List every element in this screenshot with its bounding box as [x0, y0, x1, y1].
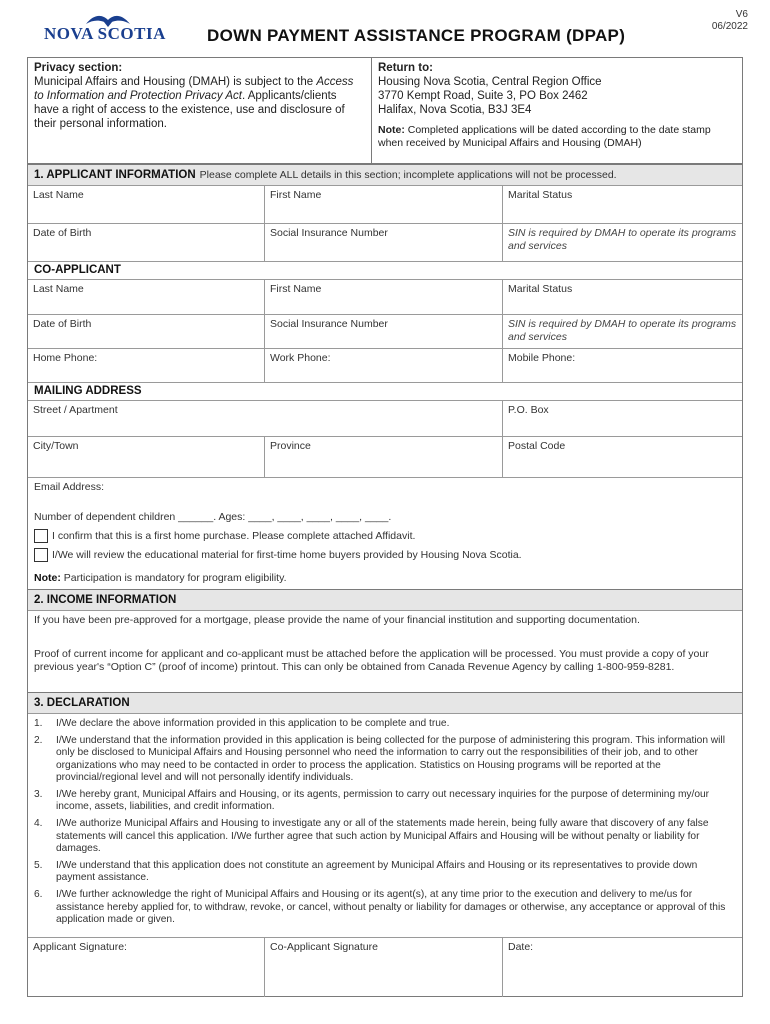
- income-preapproval-text: If you have been pre-approved for a mortgage, please provide the name of your financial institution and supporting documentation.: [34, 614, 640, 626]
- mailing-address-heading: MAILING ADDRESS: [34, 385, 142, 397]
- logo-wordmark: NOVA SCOTIA: [44, 24, 166, 43]
- return-address-line-3: Halifax, Nova Scotia, B3J 3E4: [378, 104, 532, 116]
- return-address-line-1: Housing Nova Scotia, Central Region Office: [378, 76, 602, 88]
- section-declaration-header: 3. DECLARATION: [28, 692, 742, 714]
- declaration-item: 4. I/We authorize Municipal Affairs and Housing to investigate any or all of the statements made herein, being fully aware that discovery of any false statements will cancel this application. I/We further agree that such action by Municipal Affairs and Housing will be without penalty or liability for damages.: [34, 818, 709, 854]
- version-date: 06/2022: [711, 21, 748, 32]
- home-phone-field[interactable]: Home Phone:: [33, 352, 98, 364]
- dependent-children-field[interactable]: Number of dependent children ______. Ages: ____, ____, ____, ____, ____.: [34, 511, 392, 523]
- coapplicant-sin-note: SIN is required by DMAH to operate its programs and services: [502, 315, 742, 348]
- first-home-confirmation: [34, 529, 415, 543]
- applicant-last-name-field[interactable]: Last Name: [33, 189, 84, 201]
- po-box-field[interactable]: P.O. Box: [502, 401, 742, 436]
- return-note: Note: Completed applications will be dated according to the date stamp when received by Municipal Affairs and Housing (DMAH): [378, 124, 711, 149]
- coapplicant-dob-field[interactable]: Date of Birth: [33, 318, 92, 330]
- educational-material-checkbox[interactable]: [34, 548, 48, 562]
- first-home-checkbox[interactable]: [34, 529, 48, 543]
- declaration-item: 5. I/We understand that this application does not constitute an agreement by Municipal Affairs and Housing or its representatives to provide down payment assistance.: [34, 860, 698, 884]
- applicant-sin-field[interactable]: Social Insurance Number: [264, 224, 502, 261]
- educational-material-label: I/We will review the educational material for first-time home buyers provided by Housing Nova Scotia.: [52, 549, 522, 561]
- applicant-first-name-field[interactable]: First Name: [264, 186, 502, 223]
- city-row: [28, 437, 742, 478]
- coapplicant-name-row: [28, 279, 742, 315]
- applicant-sin-note: SIN is required by DMAH to operate its programs and services: [502, 224, 742, 261]
- coapplicant-heading: CO-APPLICANT: [34, 264, 121, 276]
- return-to-heading: Return to:: [378, 62, 433, 74]
- application-form: [27, 57, 743, 997]
- coapplicant-last-name-field[interactable]: Last Name: [33, 283, 84, 295]
- applicant-dob-field[interactable]: Date of Birth: [33, 227, 92, 239]
- page-title: DOWN PAYMENT ASSISTANCE PROGRAM (DPAP): [207, 26, 626, 45]
- return-address-line-2: 3770 Kempt Road, Suite 3, PO Box 2462: [378, 90, 588, 102]
- coapplicant-signature-field[interactable]: Co-Applicant Signature: [264, 938, 502, 997]
- street-row: [28, 400, 742, 437]
- applicant-signature-field[interactable]: Applicant Signature:: [33, 941, 127, 953]
- email-address-field[interactable]: Email Address:: [34, 481, 105, 493]
- declaration-item: 1. I/We declare the above information provided in this application to be complete and true.: [34, 718, 450, 729]
- privacy-section: [28, 58, 742, 164]
- postal-code-field[interactable]: Postal Code: [502, 437, 742, 477]
- province-field[interactable]: Province: [264, 437, 502, 477]
- version-info: [712, 9, 748, 33]
- educational-material-confirmation: [34, 548, 522, 562]
- declaration-item: 6. I/We further acknowledge the right of Municipal Affairs and Housing or its agent(s), at any time prior to the execution and delivery to me/us for assistance hereby applied for, to withdraw, revoke, or cancel, without penalty or liability for damages or otherwise, any acceptance or approval of this application made or given.: [34, 889, 726, 925]
- first-home-label: I confirm that this is a first home purchase. Please complete attached Affidavit.: [52, 530, 416, 542]
- work-phone-field[interactable]: Work Phone:: [264, 349, 502, 382]
- privacy-heading: Privacy section:: [34, 62, 123, 74]
- applicant-dob-sin-row: [28, 224, 742, 262]
- street-apartment-field[interactable]: Street / Apartment: [33, 404, 118, 416]
- section-applicant-information-header: 1. APPLICANT INFORMATION Please complete ALL details in this section; incomplete applications will not be processed.: [28, 164, 742, 186]
- date-field[interactable]: Date:: [502, 938, 742, 997]
- city-town-field[interactable]: City/Town: [33, 440, 79, 452]
- coapplicant-marital-status-field[interactable]: Marital Status: [502, 280, 742, 314]
- return-to-block: [371, 58, 742, 163]
- applicant-marital-status-field[interactable]: Marital Status: [502, 186, 742, 223]
- version-number: V6: [735, 9, 748, 20]
- declaration-item: 2. I/We understand that the information provided in this application is being collected for the purpose of administering this program. This information will only be disclosed to Municipal Affairs and Housing personnel who need the information to carry out the responsibilities of their job, and to other organizations who may need to be contacted in order to process the application. Statistics on Housing programs will be reported at the provincial/regional level and will not personally identify individuals.: [34, 735, 725, 783]
- participation-note: Note: Participation is mandatory for program eligibility.: [34, 572, 287, 584]
- nova-scotia-logo: [44, 12, 169, 46]
- coapplicant-dob-sin-row: [28, 315, 742, 349]
- privacy-notice: [34, 61, 364, 131]
- signature-row: [28, 937, 742, 997]
- applicant-name-row: [28, 186, 742, 224]
- coapplicant-phone-row: [28, 349, 742, 383]
- coapplicant-sin-field[interactable]: Social Insurance Number: [264, 315, 502, 348]
- coapplicant-first-name-field[interactable]: First Name: [264, 280, 502, 314]
- page-header: [0, 0, 770, 60]
- section-income-information-header: 2. INCOME INFORMATION: [28, 589, 742, 611]
- declaration-item: 3. I/We hereby grant, Municipal Affairs and Housing, or its agents, permission to carry out necessary inquiries for the purpose of determining my/our income, assets, liabilities, and credit information.: [34, 789, 710, 813]
- declaration-list: [34, 718, 734, 931]
- income-proof-text: Proof of current income for applicant and co-applicant must be attached before the application will be processed. You must provide a copy of your previous year's “Option C” (proof of income) printout. This can only be obtained from Canada Revenue Agency by calling 1-800-959-8281.: [34, 648, 709, 673]
- mobile-phone-field[interactable]: Mobile Phone:: [502, 349, 742, 382]
- privacy-text: Municipal Affairs and Housing (DMAH) is subject to the Access to Information and Protection Privacy Act. Applicants/clients have a right of access to the existence, use and disclosure of their personal information.: [34, 76, 354, 130]
